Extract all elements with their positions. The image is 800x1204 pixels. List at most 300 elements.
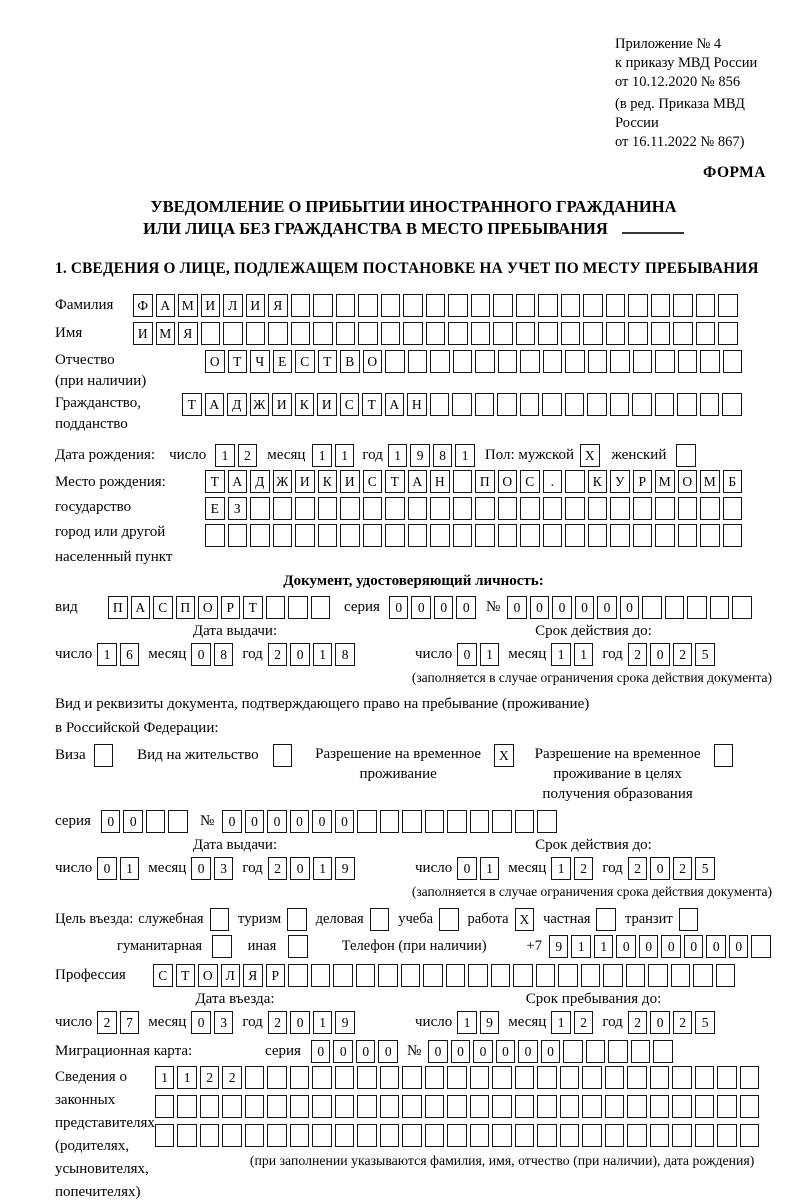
char-cell[interactable] xyxy=(596,908,616,931)
char-cell[interactable]: А xyxy=(408,470,428,493)
char-cell[interactable] xyxy=(385,497,405,520)
char-cell[interactable]: 1 xyxy=(177,1066,197,1089)
char-cell[interactable] xyxy=(716,964,736,987)
char-cell[interactable] xyxy=(673,322,693,345)
char-cell[interactable] xyxy=(453,350,473,373)
char-cell[interactable]: Е xyxy=(273,350,293,373)
char-cell[interactable]: 0 xyxy=(597,596,617,619)
char-cell[interactable]: 6 xyxy=(120,643,140,666)
char-cell[interactable]: 0 xyxy=(411,596,431,619)
char-cell[interactable] xyxy=(673,294,693,317)
char-cell[interactable] xyxy=(537,810,557,833)
char-cell[interactable] xyxy=(581,964,601,987)
char-cell[interactable]: Т xyxy=(362,393,382,416)
char-cell[interactable] xyxy=(447,1066,467,1089)
char-cell[interactable]: А xyxy=(156,294,176,317)
char-cell[interactable] xyxy=(588,497,608,520)
char-cell[interactable] xyxy=(380,1124,400,1147)
char-cell[interactable] xyxy=(403,294,423,317)
char-cell[interactable] xyxy=(403,322,423,345)
char-cell[interactable] xyxy=(627,1095,647,1118)
char-cell[interactable]: 0 xyxy=(290,857,310,880)
char-cell[interactable]: . xyxy=(543,470,563,493)
char-cell[interactable] xyxy=(475,350,495,373)
char-cell[interactable] xyxy=(335,1095,355,1118)
char-cell[interactable]: 0 xyxy=(661,935,681,958)
char-cell[interactable] xyxy=(516,322,536,345)
char-cell[interactable] xyxy=(560,1095,580,1118)
char-cell[interactable] xyxy=(497,393,517,416)
char-cell[interactable] xyxy=(672,1124,692,1147)
char-cell[interactable] xyxy=(543,350,563,373)
char-cell[interactable] xyxy=(628,322,648,345)
char-cell[interactable]: 1 xyxy=(551,857,571,880)
char-cell[interactable]: 9 xyxy=(335,857,355,880)
char-cell[interactable]: 2 xyxy=(673,857,693,880)
char-cell[interactable] xyxy=(605,1095,625,1118)
char-cell[interactable] xyxy=(632,393,652,416)
char-cell[interactable] xyxy=(492,1124,512,1147)
char-cell[interactable] xyxy=(695,1124,715,1147)
char-cell[interactable] xyxy=(537,1095,557,1118)
char-cell[interactable]: 0 xyxy=(541,1040,561,1063)
char-cell[interactable] xyxy=(295,524,315,547)
char-cell[interactable]: С xyxy=(340,393,360,416)
char-cell[interactable] xyxy=(245,1124,265,1147)
char-cell[interactable]: 0 xyxy=(290,810,310,833)
char-cell[interactable]: 0 xyxy=(473,1040,493,1063)
char-cell[interactable] xyxy=(582,1124,602,1147)
char-cell[interactable] xyxy=(700,497,720,520)
char-cell[interactable] xyxy=(717,1095,737,1118)
char-cell[interactable] xyxy=(430,350,450,373)
char-cell[interactable]: А xyxy=(385,393,405,416)
char-cell[interactable] xyxy=(605,1124,625,1147)
char-cell[interactable] xyxy=(311,964,331,987)
char-cell[interactable]: 2 xyxy=(628,1011,648,1034)
char-cell[interactable] xyxy=(492,810,512,833)
char-cell[interactable] xyxy=(378,964,398,987)
char-cell[interactable] xyxy=(678,350,698,373)
char-cell[interactable]: 0 xyxy=(457,643,477,666)
char-cell[interactable]: 2 xyxy=(97,1011,117,1034)
char-cell[interactable]: 0 xyxy=(378,1040,398,1063)
char-cell[interactable]: А xyxy=(205,393,225,416)
char-cell[interactable]: 8 xyxy=(214,643,234,666)
char-cell[interactable] xyxy=(402,810,422,833)
char-cell[interactable] xyxy=(655,497,675,520)
char-cell[interactable] xyxy=(560,1066,580,1089)
char-cell[interactable]: Т xyxy=(205,470,225,493)
char-cell[interactable]: Р xyxy=(266,964,286,987)
char-cell[interactable]: 2 xyxy=(268,857,288,880)
char-cell[interactable]: Ч xyxy=(250,350,270,373)
char-cell[interactable] xyxy=(381,322,401,345)
char-cell[interactable]: 1 xyxy=(313,857,333,880)
char-cell[interactable]: И xyxy=(295,470,315,493)
char-cell[interactable] xyxy=(177,1124,197,1147)
char-cell[interactable] xyxy=(357,1095,377,1118)
char-cell[interactable]: 2 xyxy=(673,1011,693,1034)
char-cell[interactable] xyxy=(453,524,473,547)
char-cell[interactable] xyxy=(696,294,716,317)
char-cell[interactable]: 0 xyxy=(267,810,287,833)
char-cell[interactable] xyxy=(222,1124,242,1147)
char-cell[interactable] xyxy=(471,322,491,345)
char-cell[interactable]: П xyxy=(475,470,495,493)
char-cell[interactable] xyxy=(335,1124,355,1147)
char-cell[interactable] xyxy=(605,1066,625,1089)
char-cell[interactable] xyxy=(515,810,535,833)
char-cell[interactable]: К xyxy=(318,470,338,493)
char-cell[interactable]: 0 xyxy=(311,1040,331,1063)
char-cell[interactable]: И xyxy=(246,294,266,317)
char-cell[interactable] xyxy=(335,1066,355,1089)
char-cell[interactable] xyxy=(363,497,383,520)
char-cell[interactable]: 1 xyxy=(455,444,475,467)
char-cell[interactable] xyxy=(678,524,698,547)
char-cell[interactable] xyxy=(565,393,585,416)
char-cell[interactable] xyxy=(732,596,752,619)
char-cell[interactable] xyxy=(587,393,607,416)
char-cell[interactable] xyxy=(448,322,468,345)
char-cell[interactable] xyxy=(695,1095,715,1118)
char-cell[interactable]: Л xyxy=(223,294,243,317)
char-cell[interactable] xyxy=(723,524,743,547)
char-cell[interactable] xyxy=(475,524,495,547)
char-cell[interactable] xyxy=(633,524,653,547)
char-cell[interactable]: Д xyxy=(250,470,270,493)
char-cell[interactable] xyxy=(628,294,648,317)
char-cell[interactable] xyxy=(291,294,311,317)
char-cell[interactable] xyxy=(290,1095,310,1118)
char-cell[interactable]: П xyxy=(176,596,196,619)
char-cell[interactable] xyxy=(610,393,630,416)
char-cell[interactable] xyxy=(515,1095,535,1118)
char-cell[interactable] xyxy=(740,1124,760,1147)
char-cell[interactable] xyxy=(648,964,668,987)
char-cell[interactable]: 0 xyxy=(191,1011,211,1034)
char-cell[interactable] xyxy=(588,524,608,547)
char-cell[interactable]: И xyxy=(133,322,153,345)
char-cell[interactable] xyxy=(168,810,188,833)
char-cell[interactable] xyxy=(677,393,697,416)
char-cell[interactable] xyxy=(678,497,698,520)
char-cell[interactable]: 0 xyxy=(356,1040,376,1063)
char-cell[interactable] xyxy=(423,964,443,987)
char-cell[interactable]: Ж xyxy=(273,470,293,493)
char-cell[interactable]: Т xyxy=(228,350,248,373)
char-cell[interactable]: 0 xyxy=(191,857,211,880)
char-cell[interactable]: 0 xyxy=(335,810,355,833)
char-cell[interactable] xyxy=(401,964,421,987)
char-cell[interactable] xyxy=(273,497,293,520)
char-cell[interactable] xyxy=(560,1124,580,1147)
char-cell[interactable] xyxy=(717,1066,737,1089)
char-cell[interactable] xyxy=(223,322,243,345)
char-cell[interactable]: 2 xyxy=(238,444,258,467)
char-cell[interactable] xyxy=(651,294,671,317)
char-cell[interactable]: 0 xyxy=(518,1040,538,1063)
char-cell[interactable] xyxy=(468,964,488,987)
char-cell[interactable]: 2 xyxy=(628,643,648,666)
char-cell[interactable] xyxy=(700,524,720,547)
char-cell[interactable] xyxy=(205,524,225,547)
char-cell[interactable]: 1 xyxy=(97,643,117,666)
char-cell[interactable]: 9 xyxy=(410,444,430,467)
char-cell[interactable] xyxy=(558,964,578,987)
char-cell[interactable] xyxy=(430,524,450,547)
char-cell[interactable] xyxy=(717,1124,737,1147)
char-cell[interactable]: 0 xyxy=(101,810,121,833)
char-cell[interactable] xyxy=(665,596,685,619)
char-cell[interactable]: И xyxy=(201,294,221,317)
char-cell[interactable] xyxy=(295,497,315,520)
char-cell[interactable] xyxy=(212,935,232,958)
char-cell[interactable]: 1 xyxy=(155,1066,175,1089)
char-cell[interactable] xyxy=(493,294,513,317)
char-cell[interactable]: С xyxy=(520,470,540,493)
char-cell[interactable] xyxy=(430,497,450,520)
char-cell[interactable] xyxy=(626,964,646,987)
char-cell[interactable] xyxy=(475,497,495,520)
char-cell[interactable]: Р xyxy=(221,596,241,619)
char-cell[interactable] xyxy=(408,524,428,547)
char-cell[interactable] xyxy=(714,744,734,767)
char-cell[interactable]: Т xyxy=(176,964,196,987)
char-cell[interactable]: 0 xyxy=(507,596,527,619)
char-cell[interactable]: 5 xyxy=(695,857,715,880)
char-cell[interactable] xyxy=(385,350,405,373)
char-cell[interactable] xyxy=(408,497,428,520)
char-cell[interactable] xyxy=(155,1124,175,1147)
char-cell[interactable] xyxy=(650,1066,670,1089)
char-cell[interactable] xyxy=(288,964,308,987)
char-cell[interactable] xyxy=(608,1040,628,1063)
char-cell[interactable]: М xyxy=(700,470,720,493)
char-cell[interactable] xyxy=(447,1124,467,1147)
char-cell[interactable]: 2 xyxy=(268,1011,288,1034)
char-cell[interactable] xyxy=(538,294,558,317)
char-cell[interactable]: Ф xyxy=(133,294,153,317)
char-cell[interactable]: 1 xyxy=(551,643,571,666)
char-cell[interactable]: 0 xyxy=(245,810,265,833)
char-cell[interactable] xyxy=(273,524,293,547)
char-cell[interactable]: Д xyxy=(227,393,247,416)
char-cell[interactable] xyxy=(146,810,166,833)
char-cell[interactable]: 8 xyxy=(433,444,453,467)
char-cell[interactable]: 2 xyxy=(574,857,594,880)
char-cell[interactable] xyxy=(381,294,401,317)
char-cell[interactable] xyxy=(655,350,675,373)
char-cell[interactable]: 0 xyxy=(552,596,572,619)
char-cell[interactable] xyxy=(313,294,333,317)
char-cell[interactable] xyxy=(471,294,491,317)
char-cell[interactable] xyxy=(687,596,707,619)
char-cell[interactable] xyxy=(363,524,383,547)
char-cell[interactable]: 2 xyxy=(268,643,288,666)
char-cell[interactable] xyxy=(695,1066,715,1089)
char-cell[interactable]: 3 xyxy=(214,857,234,880)
char-cell[interactable] xyxy=(606,322,626,345)
char-cell[interactable]: X xyxy=(515,908,535,931)
char-cell[interactable]: О xyxy=(198,596,218,619)
char-cell[interactable] xyxy=(370,908,390,931)
char-cell[interactable] xyxy=(426,322,446,345)
char-cell[interactable]: С xyxy=(363,470,383,493)
char-cell[interactable]: 0 xyxy=(123,810,143,833)
char-cell[interactable] xyxy=(565,350,585,373)
char-cell[interactable] xyxy=(498,497,518,520)
char-cell[interactable] xyxy=(627,1066,647,1089)
char-cell[interactable]: 0 xyxy=(389,596,409,619)
char-cell[interactable] xyxy=(610,497,630,520)
char-cell[interactable] xyxy=(446,964,466,987)
char-cell[interactable] xyxy=(318,524,338,547)
char-cell[interactable]: 1 xyxy=(313,643,333,666)
char-cell[interactable] xyxy=(491,964,511,987)
char-cell[interactable] xyxy=(470,1066,490,1089)
char-cell[interactable] xyxy=(498,350,518,373)
char-cell[interactable] xyxy=(201,322,221,345)
char-cell[interactable]: X xyxy=(580,444,600,467)
char-cell[interactable] xyxy=(470,1095,490,1118)
char-cell[interactable]: 0 xyxy=(706,935,726,958)
char-cell[interactable] xyxy=(313,322,333,345)
char-cell[interactable]: 0 xyxy=(290,643,310,666)
char-cell[interactable]: Б xyxy=(723,470,743,493)
char-cell[interactable] xyxy=(565,470,585,493)
char-cell[interactable] xyxy=(606,294,626,317)
char-cell[interactable] xyxy=(287,908,307,931)
char-cell[interactable]: Т xyxy=(318,350,338,373)
char-cell[interactable]: 0 xyxy=(333,1040,353,1063)
char-cell[interactable] xyxy=(676,444,696,467)
char-cell[interactable] xyxy=(357,1066,377,1089)
char-cell[interactable] xyxy=(357,810,377,833)
char-cell[interactable] xyxy=(312,1095,332,1118)
char-cell[interactable]: М xyxy=(178,294,198,317)
char-cell[interactable] xyxy=(520,497,540,520)
char-cell[interactable] xyxy=(439,908,459,931)
char-cell[interactable] xyxy=(222,1095,242,1118)
char-cell[interactable] xyxy=(631,1040,651,1063)
char-cell[interactable] xyxy=(492,1095,512,1118)
char-cell[interactable]: 1 xyxy=(480,643,500,666)
char-cell[interactable] xyxy=(586,1040,606,1063)
char-cell[interactable]: 1 xyxy=(551,1011,571,1034)
char-cell[interactable]: 1 xyxy=(594,935,614,958)
char-cell[interactable] xyxy=(538,322,558,345)
char-cell[interactable] xyxy=(700,393,720,416)
char-cell[interactable] xyxy=(425,1124,445,1147)
char-cell[interactable] xyxy=(312,1066,332,1089)
char-cell[interactable] xyxy=(718,294,738,317)
char-cell[interactable] xyxy=(520,524,540,547)
char-cell[interactable] xyxy=(94,744,114,767)
char-cell[interactable]: 1 xyxy=(120,857,140,880)
char-cell[interactable]: 1 xyxy=(574,643,594,666)
char-cell[interactable] xyxy=(740,1066,760,1089)
char-cell[interactable] xyxy=(273,744,293,767)
char-cell[interactable]: Ж xyxy=(250,393,270,416)
char-cell[interactable] xyxy=(246,322,266,345)
char-cell[interactable] xyxy=(650,1124,670,1147)
char-cell[interactable]: П xyxy=(108,596,128,619)
char-cell[interactable]: 1 xyxy=(312,444,332,467)
char-cell[interactable]: 0 xyxy=(97,857,117,880)
char-cell[interactable] xyxy=(537,1124,557,1147)
char-cell[interactable]: Я xyxy=(268,294,288,317)
char-cell[interactable]: М xyxy=(655,470,675,493)
char-cell[interactable]: Я xyxy=(178,322,198,345)
char-cell[interactable] xyxy=(385,524,405,547)
char-cell[interactable] xyxy=(655,393,675,416)
char-cell[interactable]: 0 xyxy=(428,1040,448,1063)
char-cell[interactable] xyxy=(633,350,653,373)
char-cell[interactable]: В xyxy=(340,350,360,373)
char-cell[interactable]: А xyxy=(131,596,151,619)
char-cell[interactable] xyxy=(710,596,730,619)
char-cell[interactable]: И xyxy=(340,470,360,493)
char-cell[interactable] xyxy=(722,393,742,416)
char-cell[interactable] xyxy=(408,350,428,373)
char-cell[interactable] xyxy=(723,497,743,520)
char-cell[interactable] xyxy=(583,294,603,317)
char-cell[interactable] xyxy=(291,322,311,345)
char-cell[interactable] xyxy=(288,596,308,619)
char-cell[interactable] xyxy=(340,497,360,520)
char-cell[interactable]: Т xyxy=(182,393,202,416)
char-cell[interactable] xyxy=(565,497,585,520)
char-cell[interactable]: 2 xyxy=(200,1066,220,1089)
char-cell[interactable] xyxy=(453,470,473,493)
char-cell[interactable]: Е xyxy=(205,497,225,520)
char-cell[interactable]: 0 xyxy=(191,643,211,666)
char-cell[interactable] xyxy=(452,393,472,416)
char-cell[interactable] xyxy=(520,393,540,416)
char-cell[interactable] xyxy=(498,524,518,547)
char-cell[interactable] xyxy=(627,1124,647,1147)
char-cell[interactable] xyxy=(155,1095,175,1118)
char-cell[interactable]: 1 xyxy=(480,857,500,880)
char-cell[interactable] xyxy=(653,1040,673,1063)
char-cell[interactable] xyxy=(266,596,286,619)
char-cell[interactable] xyxy=(536,964,556,987)
char-cell[interactable]: О xyxy=(678,470,698,493)
char-cell[interactable] xyxy=(582,1066,602,1089)
char-cell[interactable] xyxy=(633,497,653,520)
char-cell[interactable]: 9 xyxy=(480,1011,500,1034)
char-cell[interactable]: 0 xyxy=(451,1040,471,1063)
char-cell[interactable]: Р xyxy=(633,470,653,493)
char-cell[interactable]: С xyxy=(295,350,315,373)
char-cell[interactable] xyxy=(516,294,536,317)
char-cell[interactable] xyxy=(543,524,563,547)
char-cell[interactable] xyxy=(542,393,562,416)
char-cell[interactable]: И xyxy=(317,393,337,416)
char-cell[interactable]: Л xyxy=(221,964,241,987)
char-cell[interactable] xyxy=(380,1066,400,1089)
char-cell[interactable]: 0 xyxy=(456,596,476,619)
char-cell[interactable]: О xyxy=(205,350,225,373)
char-cell[interactable]: 2 xyxy=(673,643,693,666)
char-cell[interactable] xyxy=(561,322,581,345)
char-cell[interactable] xyxy=(318,497,338,520)
char-cell[interactable] xyxy=(493,322,513,345)
char-cell[interactable] xyxy=(267,1124,287,1147)
char-cell[interactable] xyxy=(655,524,675,547)
